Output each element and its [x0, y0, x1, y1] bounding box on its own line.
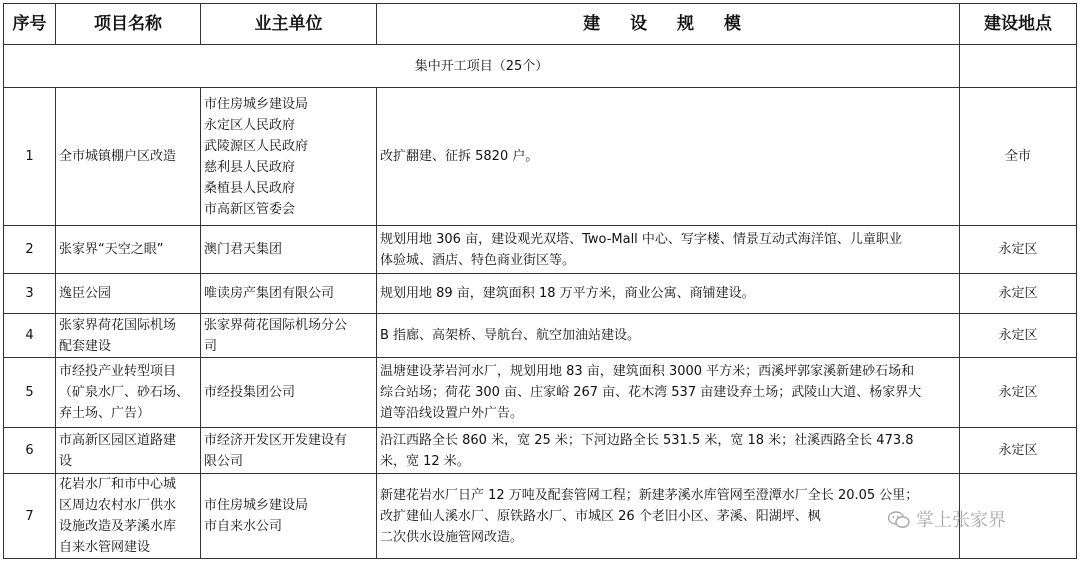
row-name-line: 自来水管网建设 [59, 540, 151, 555]
row-scale-line: 米，宽 12 米。 [380, 453, 470, 469]
row-name-line: 张家界“天空之眼” [59, 242, 164, 257]
row-owner-line: 市住房城乡建设局 [204, 96, 309, 112]
row-scale-line: 温塘建设茅岩河水厂，规划用地 83 亩，建筑面积 3000 平方米；西溪坪郭家溪新建砂石场和 [380, 364, 915, 379]
watermark-text: 掌上张家界 [916, 510, 1006, 531]
row-scale [377, 88, 960, 226]
header-location: 建设地点 [960, 4, 1077, 45]
row-name [56, 474, 201, 559]
row-scale-line: 改扩翻建、征拆 5820 户。 [380, 149, 539, 164]
row-owner-line: 司 [204, 338, 218, 354]
row-name-line: 张家界荷花国际机场 [59, 317, 177, 333]
row-scale [377, 274, 960, 314]
header-row [4, 4, 1077, 45]
section-title: 集中开工项目（25个） [4, 45, 960, 88]
row-name-line: 设施改造及茅溪水库 [59, 519, 177, 534]
header-name: 项目名称 [56, 4, 201, 45]
row-seq: 7 [4, 474, 56, 559]
row-owner [201, 88, 377, 226]
row-location: 永定区 [960, 226, 1077, 274]
row-seq: 1 [4, 88, 56, 226]
row-location: 全市 [960, 88, 1077, 226]
header-scale: 建 设 规 模 [377, 4, 960, 45]
row-name-line: 弃土场、广告） [59, 406, 151, 421]
row-owner [201, 314, 377, 358]
row-owner-line: 澳门君天集团 [204, 242, 283, 257]
table-row [4, 226, 1077, 274]
table-row [4, 428, 1077, 474]
row-owner [201, 428, 377, 474]
row-owner-line: 市经济开发区开发建设有 [204, 432, 348, 448]
project-table [3, 3, 1077, 559]
row-name-line: 配套建设 [59, 338, 112, 354]
row-owner-line: 限公司 [204, 453, 244, 469]
row-seq: 3 [4, 274, 56, 314]
row-seq: 6 [4, 428, 56, 474]
row-owner-line: 市自来水公司 [204, 519, 283, 534]
row-location: 永定区 [960, 314, 1077, 358]
row-scale-line: B 指廊、高架桥、导航台、航空加油站建设。 [380, 328, 641, 343]
row-name [56, 226, 201, 274]
row-scale-line: 改扩建仙人溪水厂、原铁路水厂、市城区 26 个老旧小区、茅溪、阳湖坪、枫 [380, 508, 821, 524]
header-seq: 序号 [4, 4, 56, 45]
row-scale-line: 规划用地 89 亩，建筑面积 18 万平方米，商业公寓、商铺建设。 [380, 286, 755, 301]
row-name-line: （矿泉水厂、砂石场、 [59, 385, 190, 400]
row-name-line: 逸臣公园 [59, 286, 112, 301]
row-owner [201, 274, 377, 314]
row-name [56, 358, 201, 428]
row-owner-line: 市高新区管委会 [204, 201, 296, 217]
row-seq: 5 [4, 358, 56, 428]
header-owner: 业主单位 [201, 4, 377, 45]
row-name [56, 314, 201, 358]
row-name [56, 428, 201, 474]
row-name [56, 88, 201, 226]
row-owner-line: 市住房城乡建设局 [204, 498, 309, 513]
row-seq: 2 [4, 226, 56, 274]
row-scale-line: 综合站场；荷花 300 亩、庄家峪 267 亩、花木湾 537 亩建设弃土场；武陵山大道、杨家界大 [380, 385, 922, 400]
row-owner-line: 武陵源区人民政府 [204, 138, 309, 154]
row-owner-line: 唯读房产集团有限公司 [204, 286, 335, 301]
row-scale-line: 二次供水设施管网改造。 [380, 529, 524, 545]
section-location-cell [960, 45, 1077, 88]
table-row [4, 274, 1077, 314]
row-scale-line: 沿江西路全长 860 米，宽 25 米；下河边路全长 531.5 米，宽 18 米；社溪西路全长 473.8 [380, 432, 914, 448]
row-scale-line: 新建花岩水厂日产 12 万吨及配套管网工程；新建茅溪水库管网至澄潭水厂全长 20.05 公里； [380, 487, 919, 503]
row-seq: 4 [4, 314, 56, 358]
row-location: 永定区 [960, 274, 1077, 314]
row-location: 永定区 [960, 428, 1077, 474]
row-name-line: 市经投产业转型项目 [59, 364, 177, 379]
row-scale-line: 规划用地 306 亩，建设观光双塔、Two-Mall 中心、写字楼、情景互动式海洋馆、儿童职业 [380, 231, 902, 247]
row-name-line: 全市城镇棚户区改造 [59, 149, 177, 164]
watermark [888, 506, 1006, 532]
row-owner [201, 358, 377, 428]
row-name-line: 设 [59, 453, 73, 469]
row-owner [201, 474, 377, 559]
table-row [4, 358, 1077, 428]
row-name-line: 区周边农村水厂供水 [59, 498, 177, 513]
row-scale-line: 道等沿线设置户外广告。 [380, 406, 524, 421]
row-owner-line: 桑植县人民政府 [204, 180, 296, 196]
row-scale [377, 314, 960, 358]
row-scale [377, 358, 960, 428]
row-scale [377, 428, 960, 474]
table-row [4, 314, 1077, 358]
row-owner-line: 永定区人民政府 [204, 117, 296, 133]
wechat-icon [888, 511, 910, 529]
row-owner-line: 张家界荷花国际机场分公 [204, 317, 348, 333]
row-name [56, 274, 201, 314]
row-name-line: 花岩水厂和市中心城 [59, 477, 177, 492]
row-scale-line: 体验城、酒店、特色商业街区等。 [380, 252, 576, 268]
row-owner [201, 226, 377, 274]
row-scale [377, 226, 960, 274]
row-location: 永定区 [960, 358, 1077, 428]
section-row [4, 45, 1077, 88]
table-row [4, 88, 1077, 226]
row-owner-line: 慈利县人民政府 [204, 159, 296, 175]
row-name-line: 市高新区园区道路建 [59, 432, 177, 448]
row-scale [377, 474, 960, 559]
row-owner-line: 市经投集团公司 [204, 385, 296, 400]
